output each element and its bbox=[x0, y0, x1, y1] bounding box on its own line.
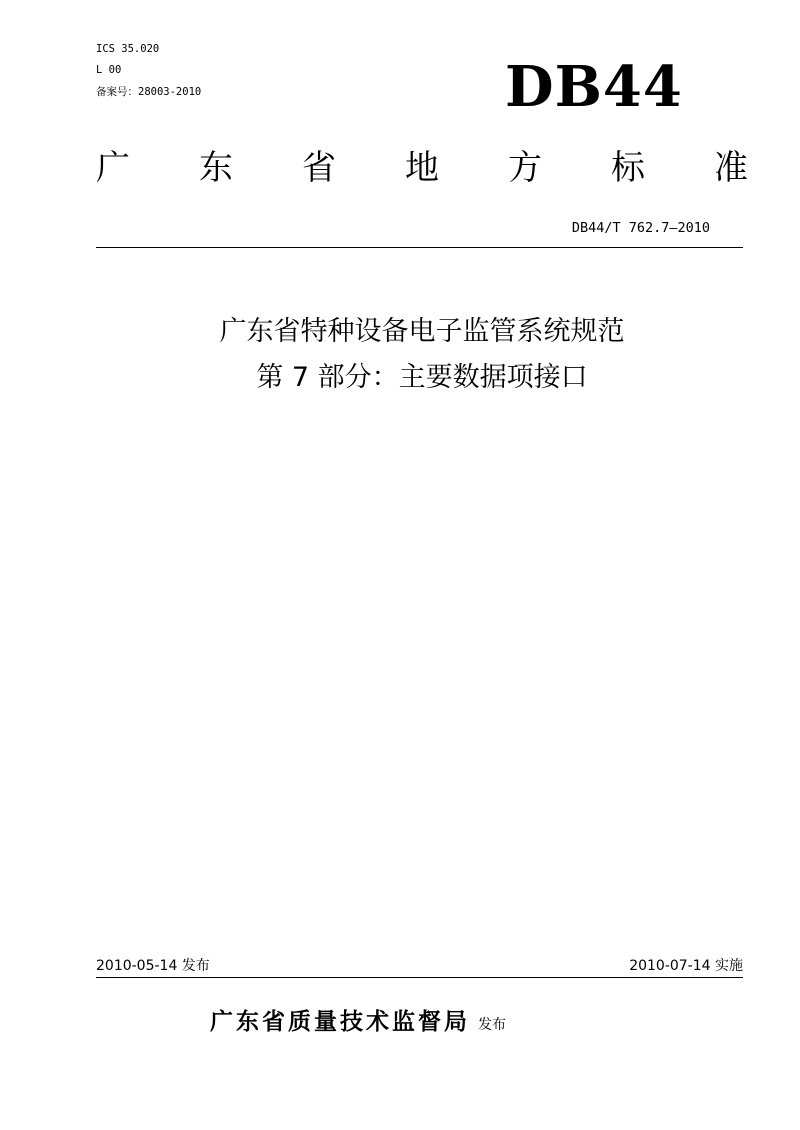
ccs-code: L 00 bbox=[96, 64, 122, 76]
header-divider bbox=[96, 247, 743, 248]
issue-date: 2010-05-14 发布 bbox=[96, 958, 210, 974]
standard-number: DB44/T 762.7—2010 bbox=[571, 220, 710, 236]
standard-class-char: 方 bbox=[508, 148, 542, 188]
standard-class-char: 准 bbox=[714, 148, 748, 188]
db44-logo: DB44 bbox=[505, 54, 683, 120]
ics-code: ICS 35.020 bbox=[96, 43, 160, 55]
document-title: 广东省特种设备电子监管系统规范 bbox=[219, 316, 625, 347]
standard-class-line bbox=[96, 146, 748, 190]
filing-number: 备案号：28003-2010 bbox=[96, 86, 202, 98]
document-subtitle: 第 7 部分：主要数据项接口 bbox=[256, 362, 588, 393]
standard-class-char: 省 bbox=[302, 148, 336, 188]
standard-class-char: 标 bbox=[611, 148, 645, 188]
issuing-authority bbox=[210, 1005, 506, 1039]
standard-class-char: 广 bbox=[96, 148, 130, 188]
standard-class-char: 地 bbox=[405, 148, 439, 188]
footer-divider bbox=[96, 977, 743, 978]
issuer-suffix: 发布 bbox=[478, 1017, 506, 1033]
implementation-date: 2010-07-14 实施 bbox=[629, 958, 743, 974]
issuer-name: 广东省质量技术监督局 bbox=[210, 1009, 470, 1035]
standard-class-char: 东 bbox=[199, 148, 233, 188]
